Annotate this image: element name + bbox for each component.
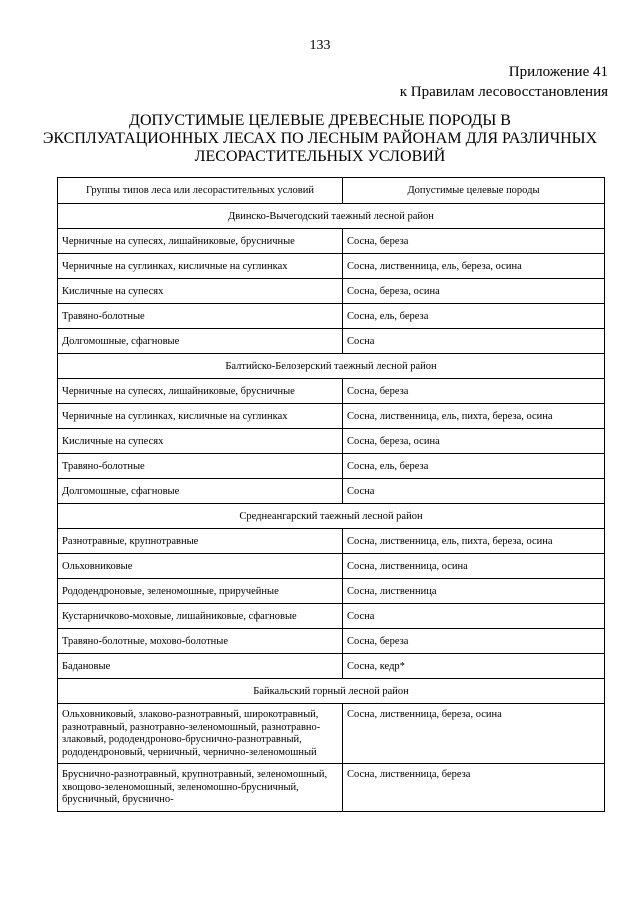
forest-group-cell: Травяно-болотные, мохово-болотные xyxy=(58,629,343,654)
forest-group-cell: Ольховниковые xyxy=(58,554,343,579)
species-cell: Сосна, кедр* xyxy=(343,654,605,679)
page-number: 133 xyxy=(309,38,331,53)
forest-group-cell: Кисличные на супесях xyxy=(58,429,343,454)
table-row xyxy=(58,229,605,254)
forest-group-cell: Кисличные на супесях xyxy=(58,279,343,304)
species-cell: Сосна, береза, осина xyxy=(343,279,605,304)
forest-group-cell: Рододендроновые, зеленомошные, приручейные xyxy=(58,579,343,604)
title-line-2: ЭКСПЛУАТАЦИОННЫХ ЛЕСАХ ПО ЛЕСНЫМ РАЙОНАМ ДЛЯ РАЗЛИЧНЫХ xyxy=(42,130,598,147)
table-row xyxy=(58,604,605,629)
species-cell: Сосна, ель, береза xyxy=(343,304,605,329)
forest-group-cell: Бруснично-разнотравный, крупнотравный, зеленомошный, хвощово-зеленомошный, зеленомошно-брусничный, брусничный, бруснично- xyxy=(58,764,343,812)
table-row xyxy=(58,554,605,579)
table-row xyxy=(58,764,605,812)
forest-group-cell: Долгомошные, сфагновые xyxy=(58,329,343,354)
species-cell: Сосна, береза xyxy=(343,229,605,254)
table-row xyxy=(58,404,605,429)
forest-group-cell: Черничные на суглинках, кисличные на суглинках xyxy=(58,254,343,279)
table-row xyxy=(58,279,605,304)
forest-group-cell: Разнотравные, крупнотравные xyxy=(58,529,343,554)
species-cell: Сосна, лиственница, ель, береза, осина xyxy=(343,254,605,279)
region-header: Байкальский горный лесной район xyxy=(58,679,605,704)
forest-group-cell: Кустарничково-моховые, лишайниковые, сфагновые xyxy=(58,604,343,629)
table-row xyxy=(58,304,605,329)
species-cell: Сосна, лиственница, ель, пихта, береза, осина xyxy=(343,404,605,429)
species-cell: Сосна, ель, береза xyxy=(343,454,605,479)
forest-group-cell: Бадановые xyxy=(58,654,343,679)
forest-group-cell: Ольховниковый, злаково-разнотравный, широкотравный, разнотравный, разнотравно-зеленомошный, разнотравно-злаковый, рододендроново-бруснично-разнотравный, рододендроновый, черничный, чернично-зеленомошный xyxy=(58,704,343,764)
forest-group-cell: Долгомошные, сфагновые xyxy=(58,479,343,504)
species-cell: Сосна, береза xyxy=(343,379,605,404)
table-row xyxy=(58,704,605,764)
forest-group-cell: Травяно-болотные xyxy=(58,304,343,329)
table-header-row xyxy=(58,178,605,204)
species-cell: Сосна, береза xyxy=(343,629,605,654)
header-allowed-species: Допустимые целевые породы xyxy=(343,178,605,204)
appendix-line-2: к Правилам лесовосстановления xyxy=(399,84,608,100)
species-cell: Сосна, береза, осина xyxy=(343,429,605,454)
species-cell: Сосна, лиственница, ель, пихта, береза, осина xyxy=(343,529,605,554)
title-line-1: ДОПУСТИМЫЕ ЦЕЛЕВЫЕ ДРЕВЕСНЫЕ ПОРОДЫ В xyxy=(129,112,511,129)
appendix-line-1: Приложение 41 xyxy=(508,64,608,80)
table-row xyxy=(58,454,605,479)
table-row xyxy=(58,379,605,404)
table-row xyxy=(58,579,605,604)
forest-group-cell: Черничные на суглинках, кисличные на суглинках xyxy=(58,404,343,429)
species-cell: Сосна, лиственница, береза, осина xyxy=(343,704,605,764)
forest-group-cell: Черничные на супесях, лишайниковые, брусничные xyxy=(58,379,343,404)
table-row xyxy=(58,479,605,504)
region-header: Двинско-Вычегодский таежный лесной район xyxy=(58,204,605,229)
species-table xyxy=(57,177,605,812)
table-row xyxy=(58,254,605,279)
appendix-reference xyxy=(400,62,608,102)
region-header: Среднеангарский таежный лесной район xyxy=(58,504,605,529)
forest-group-cell: Травяно-болотные xyxy=(58,454,343,479)
title-line-3: ЛЕСОРАСТИТЕЛЬНЫХ УСЛОВИЙ xyxy=(194,148,446,165)
table-row xyxy=(58,629,605,654)
table-row xyxy=(58,429,605,454)
table-row xyxy=(58,329,605,354)
species-cell: Сосна, лиственница, осина xyxy=(343,554,605,579)
region-header: Балтийско-Белозерский таежный лесной район xyxy=(58,354,605,379)
table-row xyxy=(58,529,605,554)
species-cell: Сосна xyxy=(343,479,605,504)
table-row xyxy=(58,654,605,679)
header-forest-groups: Группы типов леса или лесорастительных условий xyxy=(58,178,343,204)
species-cell: Сосна xyxy=(343,604,605,629)
forest-group-cell: Черничные на супесях, лишайниковые, брусничные xyxy=(58,229,343,254)
species-cell: Сосна, лиственница xyxy=(343,579,605,604)
species-cell: Сосна xyxy=(343,329,605,354)
document-title xyxy=(40,112,600,166)
species-cell: Сосна, лиственница, береза xyxy=(343,764,605,812)
